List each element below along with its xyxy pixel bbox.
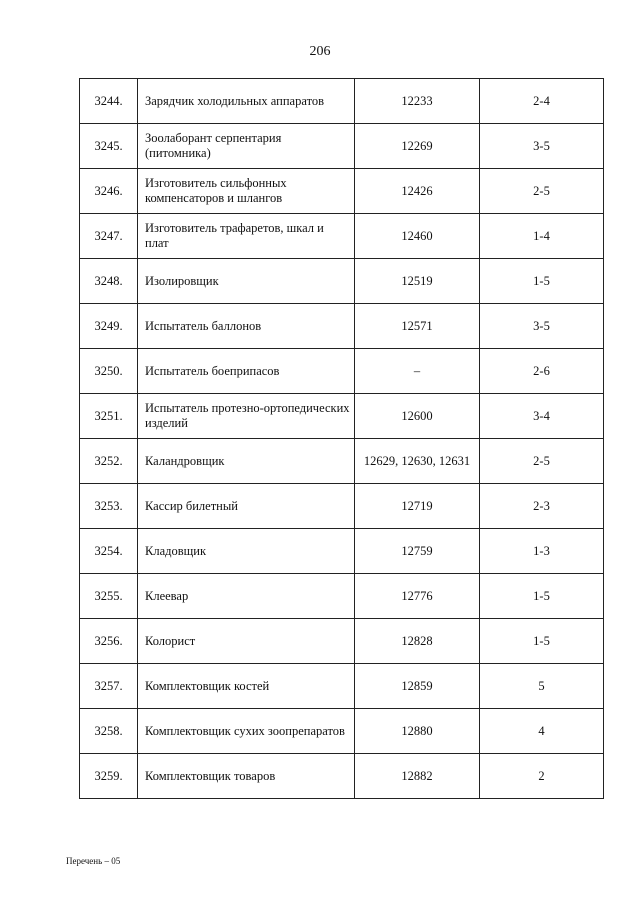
- row-number-cell: 3247.: [80, 214, 138, 259]
- grade-range-cell: 4: [480, 709, 604, 754]
- table-row: [80, 214, 604, 259]
- table-row: [80, 79, 604, 124]
- profession-code-cell: 12426: [355, 169, 480, 214]
- table-row: [80, 574, 604, 619]
- table-row: [80, 349, 604, 394]
- grade-range-cell: 2-3: [480, 484, 604, 529]
- grade-range-cell: 1-5: [480, 259, 604, 304]
- row-number-cell: 3258.: [80, 709, 138, 754]
- row-number-cell: 3252.: [80, 439, 138, 484]
- row-number-cell: 3250.: [80, 349, 138, 394]
- profession-name-cell: Комплектовщик сухих зоопрепаратов: [138, 709, 355, 754]
- profession-code-cell: 12880: [355, 709, 480, 754]
- table-row: [80, 304, 604, 349]
- profession-code-cell: 12776: [355, 574, 480, 619]
- profession-name-cell: Изготовитель сильфонных компенсаторов и шлангов: [138, 169, 355, 214]
- profession-code-cell: 12759: [355, 529, 480, 574]
- profession-name-cell: Каландровщик: [138, 439, 355, 484]
- profession-code-cell: 12519: [355, 259, 480, 304]
- profession-name-cell: Клеевар: [138, 574, 355, 619]
- profession-table: [79, 78, 604, 799]
- row-number-cell: 3248.: [80, 259, 138, 304]
- grade-range-cell: 5: [480, 664, 604, 709]
- page-number: 206: [309, 44, 331, 59]
- row-number-cell: 3256.: [80, 619, 138, 664]
- profession-code-cell: 12269: [355, 124, 480, 169]
- profession-name-cell: Изолировщик: [138, 259, 355, 304]
- grade-range-cell: 2: [480, 754, 604, 799]
- grade-range-cell: 3-4: [480, 394, 604, 439]
- profession-code-cell: 12859: [355, 664, 480, 709]
- grade-range-cell: 2-4: [480, 79, 604, 124]
- table-row: [80, 754, 604, 799]
- grade-range-cell: 3-5: [480, 124, 604, 169]
- row-number-cell: 3259.: [80, 754, 138, 799]
- table-row: [80, 124, 604, 169]
- profession-name-cell: Испытатель баллонов: [138, 304, 355, 349]
- profession-code-cell: 12828: [355, 619, 480, 664]
- row-number-cell: 3246.: [80, 169, 138, 214]
- row-number-cell: 3251.: [80, 394, 138, 439]
- profession-code-cell: –: [355, 349, 480, 394]
- grade-range-cell: 2-5: [480, 169, 604, 214]
- grade-range-cell: 2-6: [480, 349, 604, 394]
- row-number-cell: 3249.: [80, 304, 138, 349]
- table-row: [80, 529, 604, 574]
- grade-range-cell: 1-5: [480, 619, 604, 664]
- grade-range-cell: 1-3: [480, 529, 604, 574]
- profession-name-cell: Комплектовщик костей: [138, 664, 355, 709]
- row-number-cell: 3254.: [80, 529, 138, 574]
- row-number-cell: 3257.: [80, 664, 138, 709]
- profession-code-cell: 12600: [355, 394, 480, 439]
- table-row: [80, 169, 604, 214]
- grade-range-cell: 1-5: [480, 574, 604, 619]
- table-row: [80, 394, 604, 439]
- table-row: [80, 259, 604, 304]
- profession-name-cell: Колорист: [138, 619, 355, 664]
- profession-name-cell: Испытатель боеприпасов: [138, 349, 355, 394]
- footer-label: Перечень – 05: [66, 856, 121, 866]
- row-number-cell: 3253.: [80, 484, 138, 529]
- table-row: [80, 484, 604, 529]
- profession-name-cell: Зарядчик холодильных аппаратов: [138, 79, 355, 124]
- row-number-cell: 3245.: [80, 124, 138, 169]
- profession-name-cell: Испытатель протезно-ортопедических изделий: [138, 394, 355, 439]
- profession-code-cell: 12233: [355, 79, 480, 124]
- profession-name-cell: Кладовщик: [138, 529, 355, 574]
- profession-code-cell: 12719: [355, 484, 480, 529]
- table-row: [80, 709, 604, 754]
- grade-range-cell: 1-4: [480, 214, 604, 259]
- table-row: [80, 619, 604, 664]
- profession-code-cell: 12882: [355, 754, 480, 799]
- profession-code-cell: 12571: [355, 304, 480, 349]
- row-number-cell: 3255.: [80, 574, 138, 619]
- profession-name-cell: Изготовитель трафаретов, шкал и плат: [138, 214, 355, 259]
- row-number-cell: 3244.: [80, 79, 138, 124]
- table-body: [80, 79, 604, 799]
- grade-range-cell: 2-5: [480, 439, 604, 484]
- profession-code-cell: 12460: [355, 214, 480, 259]
- profession-name-cell: Кассир билетный: [138, 484, 355, 529]
- grade-range-cell: 3-5: [480, 304, 604, 349]
- table-row: [80, 664, 604, 709]
- profession-code-cell: 12629, 12630, 12631: [355, 439, 480, 484]
- profession-name-cell: Зоолаборант серпентария (питомника): [138, 124, 355, 169]
- profession-name-cell: Комплектовщик товаров: [138, 754, 355, 799]
- table-row: [80, 439, 604, 484]
